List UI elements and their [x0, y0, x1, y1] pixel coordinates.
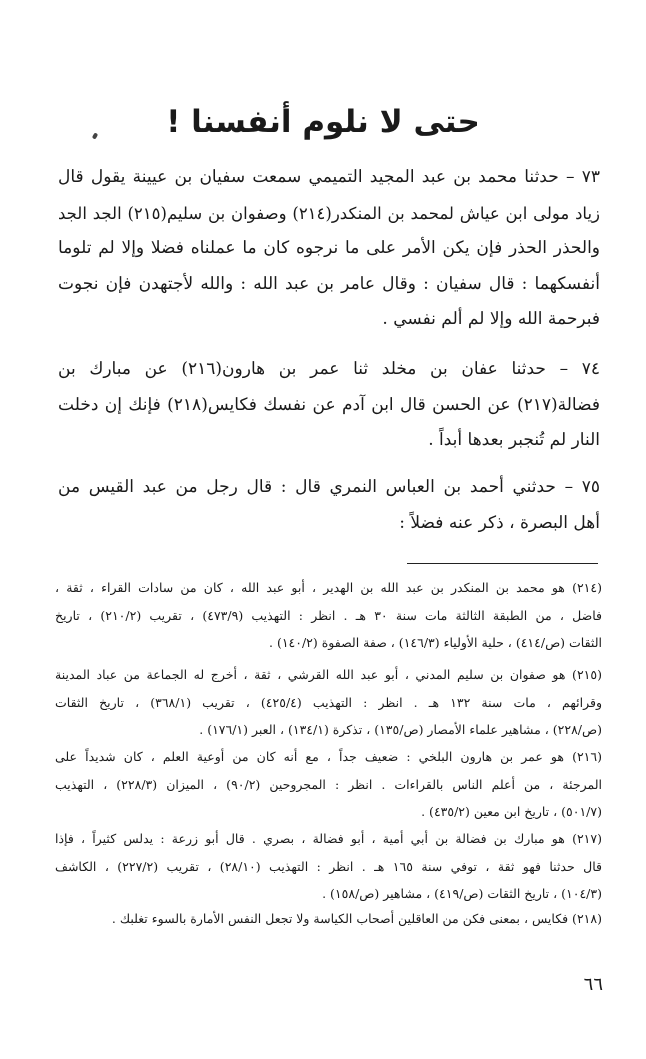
footnote-line: (٥٠١/٧) ، تاريخ ابن معين (٤٣٥/٢) .: [421, 804, 602, 819]
footnote-line: (٢١٤) هو محمد بن المنكدر بن عبد الله بن الهدير ، أبو عبد الله ، كان من سادات القراء ، ثقة ،: [55, 580, 602, 595]
hadith-paragraph-73: [58, 160, 600, 338]
text-line: النار لم تُنجبر بعدها أبداً .: [428, 430, 600, 450]
footnote-line: وقرائهم ، مات سنة ١٣٢ هـ . انظر : التهذيب (٤٢٥/٤) ، تقريب (٣٦٨/١) ، تاريخ الثقات: [55, 694, 602, 710]
text-line: زياد مولى ابن عياش لمحمد بن المنكدر(٢١٤) وصفوان بن سليم(٢١٥) الجد الجد: [58, 203, 600, 223]
page-number: ٦٦: [583, 974, 603, 995]
text-line: ٧٤ – حدثنا عفان بن مخلد ثنا عمر بن هارون(٢١٦) عن مبارك بن: [58, 359, 600, 379]
text-line: ٧٣ – حدثنا محمد بن عبد المجيد التميمي سمعت سفيان بن عيينة يقول قال: [58, 167, 600, 187]
page-title: حتى لا نلوم أنفسنا !: [166, 104, 480, 140]
text-line: أنفسكهما : قال سفيان : وقال عامر بن عبد الله : والله لأجتهدن فإن نجوت: [58, 273, 600, 294]
hadith-paragraph-75: [58, 470, 600, 541]
footnote-line: فاضل ، من الطبقة الثالثة مات سنة ٣٠ هـ . انظر : التهذيب (٤٧٣/٩) ، تقريب (٢١٠/٢) ، تاريخ: [55, 607, 602, 623]
text-line: أهل البصرة ، ذكر عنه فضلاً :: [399, 512, 600, 533]
text-line: والحذر الحذر فإن يكن الأمر على ما نرجوه كان ما عملناه فضلا وإلا لم تلوما: [58, 238, 600, 258]
footnote-217: [55, 825, 602, 908]
footnote-216: [55, 743, 602, 826]
footnote-line: (٢١٨) فكايس ، بمعنى فكن من العاقلين أصحاب الكياسة ولا تجعل النفس الأمارة بالسوء تغلبك .: [111, 911, 602, 926]
text-line: ٧٥ – حدثني أحمد بن العباس النمري قال : قال رجل من عبد القيس من: [58, 477, 600, 497]
footnote-line: (١٠٤/٣) ، تاريخ الثقات (ص/٤١٩) ، مشاهير (ص/١٥٨) .: [322, 886, 602, 901]
footnote-line: الثقات (ص/٤١٤) ، حلية الأولياء (١٤٦/٣) ، صفة الصفوة (١٤٠/٢) .: [269, 635, 602, 650]
footnote-214: [55, 574, 602, 657]
text-line: فضالة(٢١٧) عن الحسن قال ابن آدم عن نفسك فكايس(٢١٨) فإنك إن دخلت: [58, 394, 600, 415]
text-line: فبرحمة الله وإلا لم ألم نفسي .: [382, 309, 600, 329]
footnote-218: [55, 905, 602, 933]
footnote-215: [55, 661, 602, 744]
footnote-line: (٢١٦) هو عمر بن هارون البلخي : ضعيف جداً ، مع أنه كان من أوعية العلم ، كان شديداً على: [55, 749, 602, 764]
footnote-line: قال حدثنا فهو ثقة ، توفي سنة ١٦٥ هـ . انظر : التهذيب (٢٨/١٠) ، تقريب (٢٢٧/٢) ، الكاشف: [55, 858, 602, 874]
footnote-line: (ص/٢٢٨) ، مشاهير علماء الأمصار (ص/١٣٥) ، تذكرة (١٣٤/١) ، العبر (١٧٦/١) .: [199, 722, 602, 737]
footnote-separator: [407, 563, 598, 564]
footnote-line: (٢١٧) هو مبارك بن فضالة بن أبي أمية ، أبو فضالة ، بصري . قال أبو زرعة : يدلس كثيراً ، فإذا: [55, 831, 602, 846]
footnote-line: (٢١٥) هو صفوان بن سليم المدني ، أبو عبد الله القرشي ، ثقة ، أخرج له الجماعة من عباد المدينة: [55, 667, 602, 682]
footnote-line: المرجئة ، من أعلم الناس بالقراءات . انظر : المجروحين (٩٠/٢) ، الميزان (٢٢٨/٣) ، التهذيب: [55, 776, 602, 792]
hadith-paragraph-74: [58, 352, 600, 459]
